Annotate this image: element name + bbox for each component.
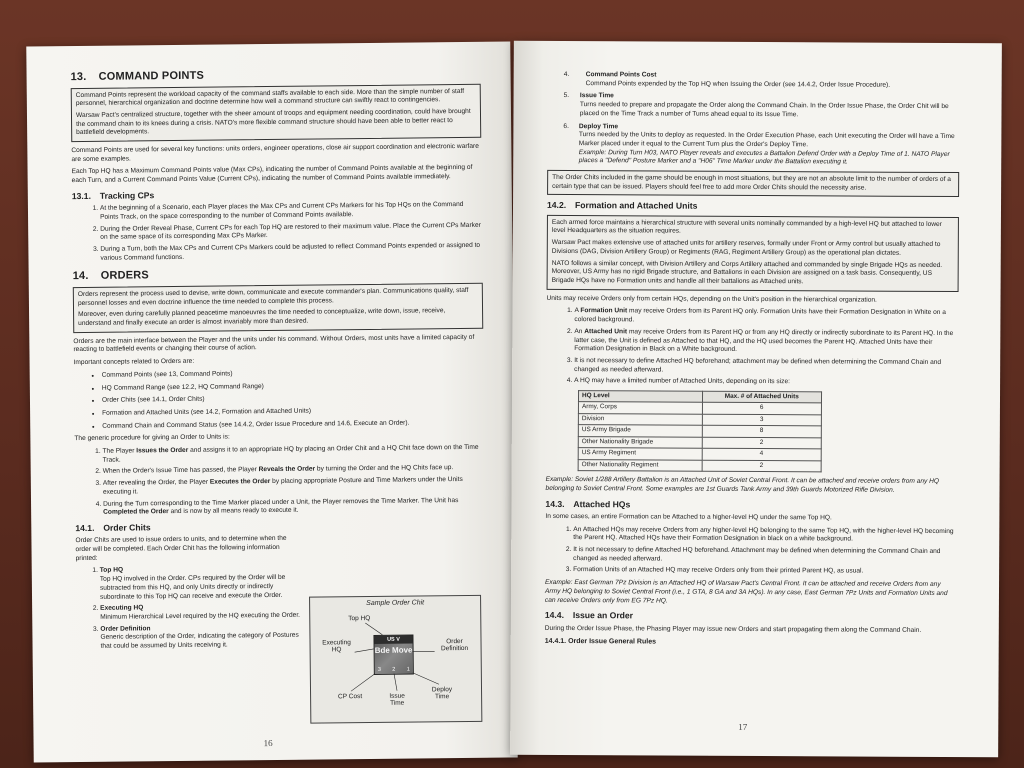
list-item: • Command Points (see 13, Command Points) <box>102 368 484 381</box>
body-paragraph: Each Top HQ has a Maximum Command Points value (Max CPs), indicating the number of Command Points available at the beginning of each Turn, and a Current Command Points Value (Current CPs), indicating the number of Command Points available immediately. <box>71 164 473 185</box>
table-row: Army, Corps 6 <box>578 402 821 415</box>
label-order-definition: Order Definition <box>440 638 469 653</box>
note-paragraph: Warsaw Pact's centralized structure, together with the sheer amount of troops and equipment needing coordination, could have brought the command chain to its knees during a crisis. NATO's more flexible command structure should have been able to better react to battlefield developments. <box>75 107 471 137</box>
body-paragraph: Units may receive Orders only from certain HQs, depending on the Unit's position in the hierarchical organization. <box>546 294 877 304</box>
list-item: 2. Executing HQ Minimum Hierarchical Level required by the HQ executing the Order. <box>100 603 302 623</box>
section-14-1-heading: 14.1. Order Chits <box>75 522 151 534</box>
list-item: 1. Top HQ Top HQ involved in the Order. CPs required by the Order will be subtracted from this HQ, and only Units directly or indirectly subordinate to this Top HQ can receive and execute the Order. <box>100 565 302 602</box>
section-14-heading: 14. ORDERS <box>72 269 149 283</box>
table-header: Max. # of Attached Units <box>702 391 822 403</box>
body-paragraph: The generic procedure for giving an Order to Units is: <box>74 433 230 443</box>
example-text: Example: East German 7Pz Division is an Attached HQ of Warsaw Pact's Central Front. It can be attached and receive Orders from any Army HQ belonging to Soviet Central Front (i.e., 1 GTA, 8 GA and 3A HQs). In any case, East German 7Pz Units and Formation Units and can receive Orders only from EG 7Pz HQ. <box>544 579 948 605</box>
list-item: 3. Formation Units of an Attached HQ may receive Orders only from their printed Parent HQ, as usual. <box>573 567 957 578</box>
body-paragraph: Orders are the main interface between the Player and the units under his command. Without Orders, most units have a limited capacity of reacting to battlefield events or changing their course of action. <box>73 333 475 354</box>
section-13-heading: 13. COMMAND POINTS <box>70 69 205 84</box>
label-top-hq: Top HQ <box>348 614 371 623</box>
list-item: • HQ Command Range (see 12.2, HQ Command Range) <box>102 380 484 393</box>
figure-title: Sample Order Chit <box>366 599 425 608</box>
left-page-content <box>71 66 487 656</box>
page-number-left: 16 <box>263 738 273 749</box>
label-deploy-time: Deploy Time <box>431 686 453 701</box>
chit-deploy-value: 1 <box>406 666 410 673</box>
note-paragraph: The Order Chits included in the game should be enough in most situations, but they are not an absolute limit to the number of orders of a certain type that can be issued. Players should feel free to add more Order Chits should the necessity arise. <box>552 173 951 192</box>
body-paragraph: In some cases, an entire Formation can be Attached to a higher-level HQ under the same Top HQ. <box>545 512 832 522</box>
note-paragraph: NATO follows a similar concept, with Division Artillery and Corps Artillery attached and commanded by single Brigade HQs as needed. Moreover, US Army has no rigid Brigade structure, and Battalions in each Division are assigned on a task basis. Consequently, US Brigade HQs have no Formation units and handle all their battalions as Attached units. <box>551 259 943 286</box>
right-page <box>510 41 1002 758</box>
attached-hqs-list <box>545 526 957 578</box>
left-page <box>26 41 517 762</box>
chit-top-hq: US V <box>374 636 412 644</box>
list-item: 2. An Attached Unit may receive Orders from its Parent HQ or from any HQ directly or indirectly subordinate to its Parent HQ. In the latter case, the Unit is defined as Attached to that HQ, and the HQ used becomes the Parent HQ. Attached Units have their Formation Designation in Black on a White background. <box>574 328 958 356</box>
list-item: • Order Chits (see 14.1, Order Chits) <box>102 393 484 406</box>
body-paragraph: Command Points are used for several key functions: units orders, engineer operations, close air support coordination and electronic warfare are some examples. <box>71 142 479 163</box>
section-14-4-1-heading: 14.4.1. Order Issue General Rules <box>544 638 657 646</box>
list-item: 1. The Player Issues the Order and assigns it to an appropriate HQ by placing an Order Chit and a HQ Chit face down on the Time Track. <box>102 444 484 465</box>
sample-order-chit-figure <box>309 595 482 724</box>
section-14-2-designer-note <box>547 215 959 292</box>
list-item: 1. A Formation Unit may receive Orders from its Parent HQ only. Formation Units have their Formation Designation in White on a colored background. <box>574 307 958 326</box>
list-item: 2. During the Order Reveal Phase, Current CPs for each Top HQ are restored to their maximum value. Place the Current CPs Marker on the same space of its corresponding Max CPs Marker. <box>100 221 482 242</box>
label-cp-cost: CP Cost <box>338 693 363 701</box>
list-item: 2. It is not necessary to define Attached HQ beforehand. Attachment may be defined when determining the Command Chain and changed as needed afterward. <box>573 546 957 565</box>
label-issue-time: Issue Time <box>389 692 405 707</box>
note-paragraph: Warsaw Pact makes extensive use of attached units for artillery reserves, formally under Front or Army control but usually attached to Divisions (DAG, Division Artillery Group) or Regiments (RAG, Regiment Artillery Group) as the operational plan dictates. <box>551 239 941 257</box>
list-item: 4. During the Turn corresponding to the Time Marker placed under a Unit, the Player removes the Time Marker. The Unit has Completed the Order and is now by all means ready to execute it. <box>103 496 485 517</box>
table-row: Other Nationality Regiment 2 <box>578 459 821 472</box>
list-item: 6. Deploy Time Turns needed by the Units to deploy as requested. In the Order Execution Phase, each Unit executing the Order will have a Time Marker placed under it equal to the Current Turn plus the Order's Deploy Time. Example: During Turn H03, NATO Player reveals and executes a Battalion Defend Order with a Deploy Time of 1. NATO Player places a "Defend" Posture Marker and a "H06" Time Marker under the Battalion executing it. <box>563 122 955 166</box>
right-page-content <box>545 71 960 651</box>
table-row: US Army Regiment 4 <box>578 448 821 461</box>
table-row: US Army Brigade 8 <box>578 425 821 438</box>
list-item: 3. It is not necessary to define Attached HQ beforehand; attachment may be defined when determining the Command Chain and changed as needed afterward. <box>574 357 958 376</box>
section-14-designer-note <box>73 283 483 333</box>
chit-values <box>378 667 410 673</box>
chit-cp-value: 3 <box>377 666 381 673</box>
page-number-right: 17 <box>738 721 748 732</box>
list-item: 2. When the Order's Issue Time has passed, the Player Reveals the Order by turning the Order and the HQ Chits face up. <box>103 464 485 477</box>
order-chit-counter <box>373 635 413 675</box>
section-14-3-heading: 14.3. Attached HQs <box>545 498 631 509</box>
list-item: 1. An Attached HQs may receive Orders from any higher-level HQ belonging to the same Top HQ, with the higher-level HQ becoming the Parent HQ. Attached HQs have their Formation Designation in black on a white background. <box>573 526 957 545</box>
body-paragraph: Order Chits are used to issue orders to units, and to determine when the order will be completed. Each Order Chit has the following information printed: <box>75 535 287 562</box>
list-item: 3. After revealing the Order, the Player Executes the Order by placing appropriate Posture and Time Markers under the Units executing it. <box>103 476 485 497</box>
list-item: • Command Chain and Command Status (see 14.4.2, Order Issue Procedure and 14.6, Execute an Order). <box>102 418 484 431</box>
note-paragraph: Each armed force maintains a hierarchical structure with several units nominally commanded by a high-level HQ but attached to lower level Headquarters as the situation requires. <box>551 218 942 236</box>
list-item: 1. At the beginning of a Scenario, each Player places the Max CPs and Current CPs Markers for his Top HQs on the Command Points Track, on the space corresponding to the number of Command Points available. <box>100 201 482 222</box>
procedure-list <box>74 444 485 518</box>
list-item: 3. Order Definition Generic description of the Order, indicating the category of Postures that could be assumed by Units receiving it. <box>100 623 302 651</box>
chit-order-text: Bde Move <box>374 645 413 655</box>
body-paragraph: Important concepts related to Orders are: <box>73 357 195 367</box>
table-row: Other Nationality Brigade 2 <box>578 436 821 449</box>
tracking-cps-list <box>72 201 483 264</box>
list-item: 5. Issue Time Turns needed to prepare and propagate the Order along the Command Chain. In the Order Issue Phase, the Order Chit will be placed on the Time Track a number of Turns ahead equal to its Issue Time. <box>563 92 949 119</box>
section-13-1-heading: 13.1. Tracking CPs <box>71 190 155 201</box>
order-chit-fields-continued <box>547 71 959 168</box>
list-item: 3. During a Turn, both the Max CPs and Current CPs Markers could be adjusted to reflect Command Points expended or assigned to various Command functions. <box>100 242 482 263</box>
section-14-4-heading: 14.4. Issue an Order <box>544 610 634 621</box>
order-chits-text <box>75 535 302 652</box>
note-paragraph: Orders represent the process used to devise, write down, communicate and execute commander's plan. Communications quality, staff personnel losses and even doctrine influence the time needed to complete this process. <box>77 286 469 307</box>
list-item: 4. Command Points Cost Command Points expended by the Top HQ when Issuing the Order (see 14.4.2, Order Issue Procedure). <box>563 70 891 89</box>
note-paragraph: Command Points represent the workload capacity of the command staffs available to each side. More than the simple number of staff personnel, hierarchical organization and doctrine determine how well a command structure can swiftly react to contingencies. <box>75 87 465 108</box>
table-row: Division 3 <box>578 414 821 427</box>
attached-units-table <box>578 390 822 472</box>
list-item: • Formation and Attached Units (see 14.2, Formation and Attached Units) <box>102 406 484 419</box>
list-item: 4. A HQ may have a limited number of Attached Units, depending on its size: <box>574 377 958 388</box>
example-text: Example: Soviet 1/288 Artillery Battalion is an Attached Unit of Soviet Central Front. It can be attached and receive orders from any HQ belonging to Soviet Central Front. Some examples are 1st Guards Tank Army and 39th Guards Motorized Rifle Division. <box>545 476 940 494</box>
table-header: HQ Level <box>578 391 702 403</box>
attached-units-list <box>546 307 958 388</box>
concepts-list <box>74 368 485 432</box>
label-executing-hq: Executing HQ <box>322 639 351 654</box>
chit-issue-value: 2 <box>392 666 396 673</box>
section-14-2-heading: 14.2. Formation and Attached Units <box>546 200 698 212</box>
section-13-designer-note <box>71 83 482 142</box>
example-text: Example: During Turn H03, NATO Player reveals and executes a Battalion Defend Order with a Deploy Time of 1. NATO Player places a "Defend" Posture Marker and a "H06" Time Marker under the Battalion executing it. <box>578 148 950 166</box>
body-paragraph: During the Order Issue Phase, the Phasing Player may issue new Orders and start propagating them along the Command Chain. <box>544 624 922 634</box>
note-paragraph: Moreover, even during carefully planned peacetime manoeuvres the time needed to conceptualize, write down, issue, receive, understand and finally execute an order is almost invariably more than desired. <box>78 307 446 328</box>
order-chits-note <box>547 170 959 198</box>
order-chit-fields-list <box>76 565 303 652</box>
